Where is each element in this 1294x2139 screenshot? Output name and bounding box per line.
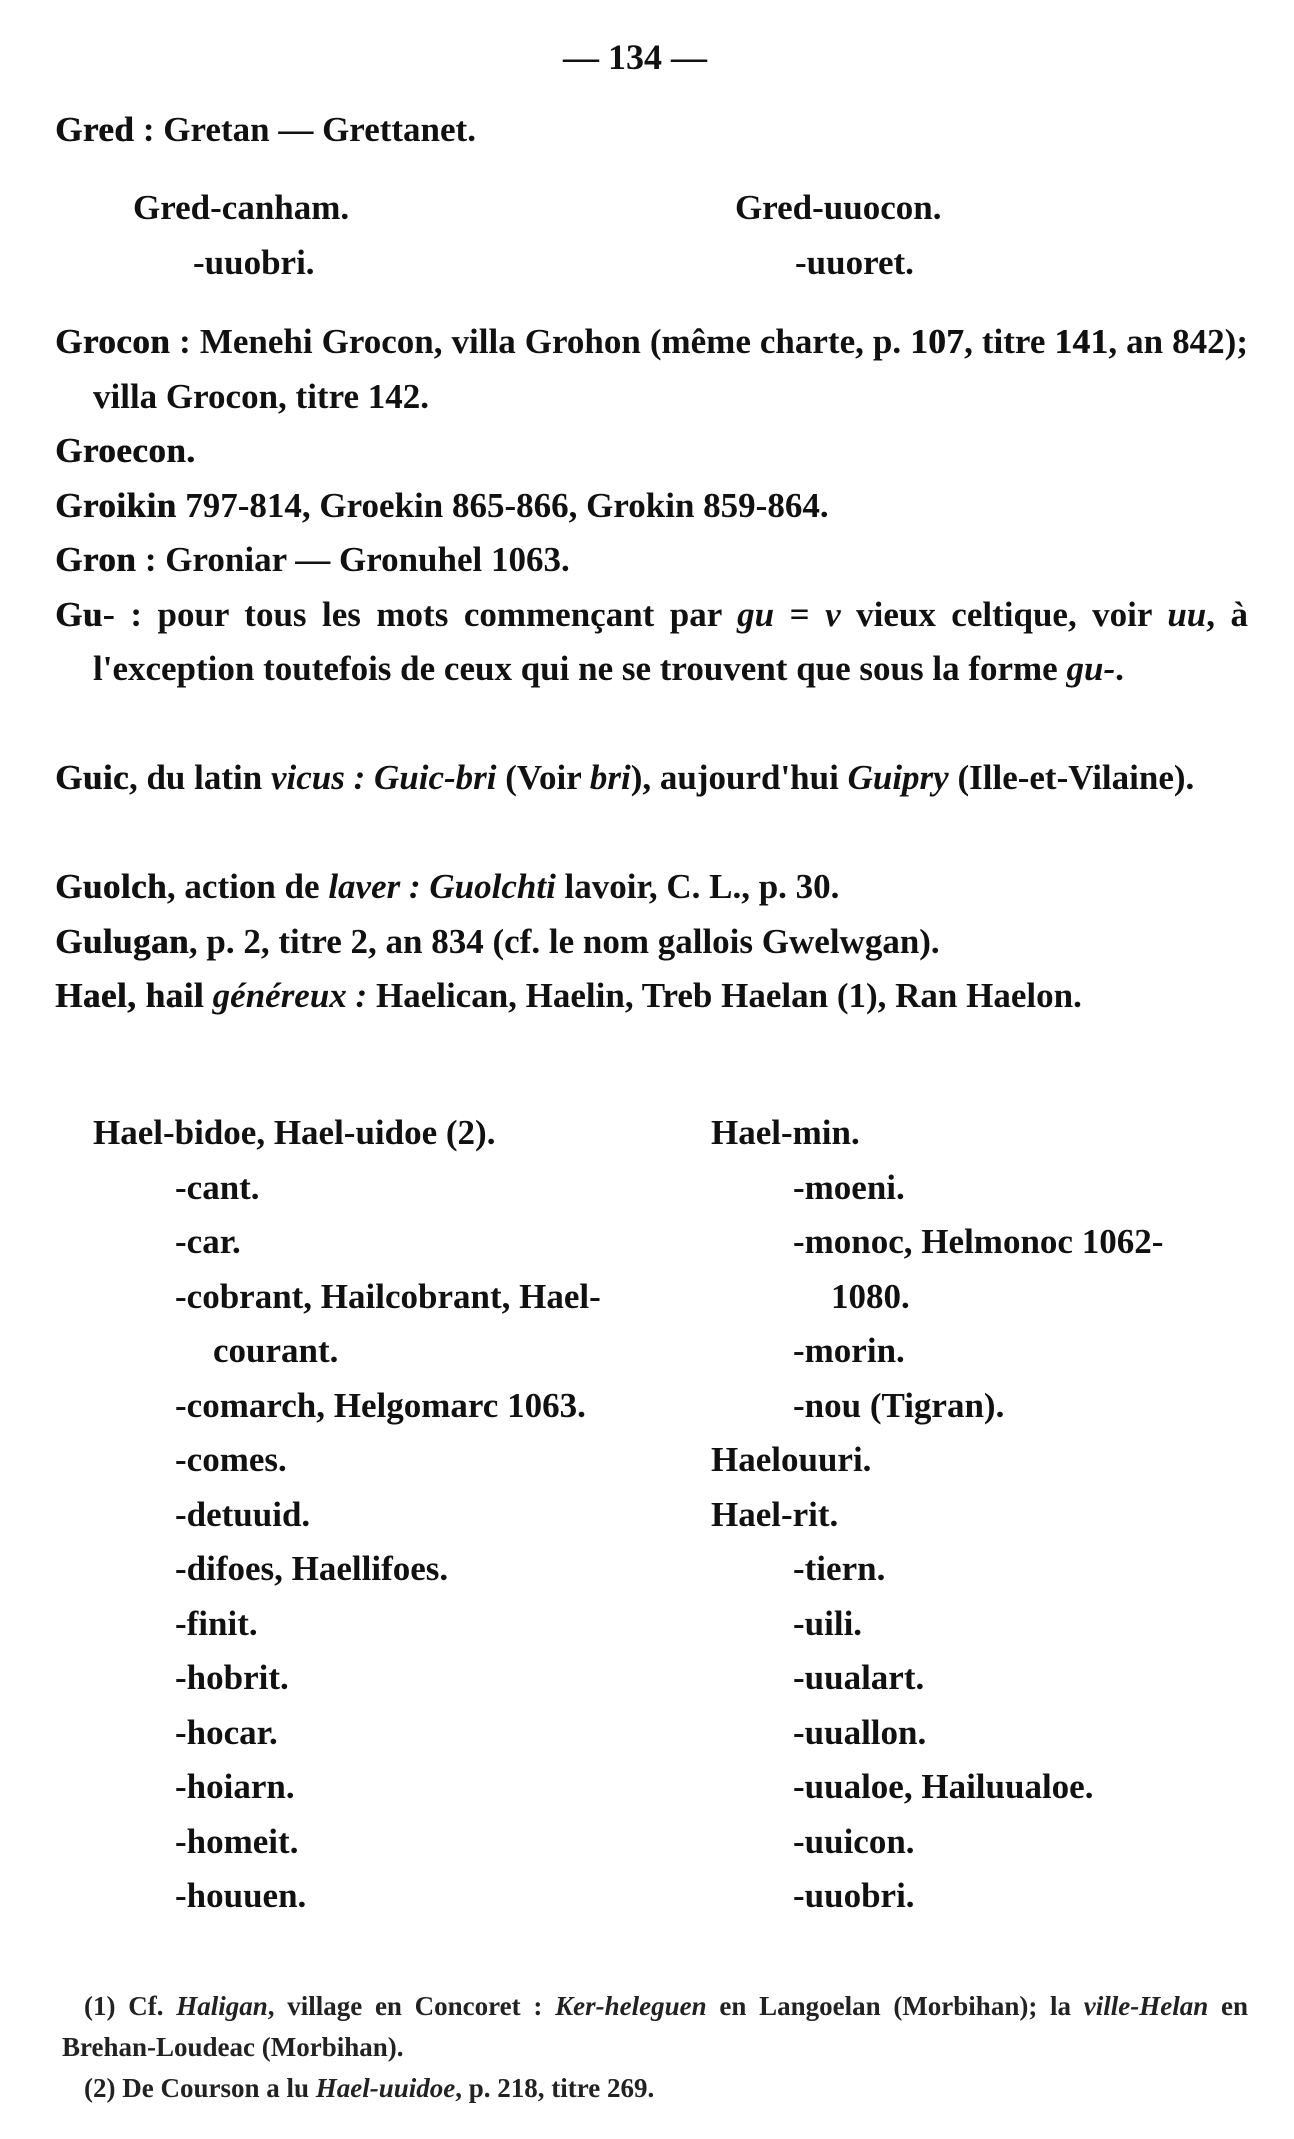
dictionary-entry bbox=[55, 969, 1248, 1024]
headword: 107 bbox=[910, 322, 965, 361]
list-item: -cobrant, Hailcobrant, Hael- bbox=[175, 1276, 601, 1316]
italic-text: Hael-uuidoe bbox=[315, 2073, 456, 2103]
list-item: -hoiarn. bbox=[175, 1767, 295, 1806]
headword: Gron bbox=[55, 540, 137, 579]
text: = bbox=[774, 594, 826, 634]
list-item: Hael-min. bbox=[711, 1113, 860, 1152]
text: ), aujourd'hui bbox=[630, 758, 848, 797]
text: (Voir bbox=[496, 758, 590, 797]
word-list-left bbox=[93, 1106, 601, 1924]
text: (1) Cf. bbox=[84, 1991, 177, 2021]
dictionary-entry bbox=[55, 533, 1248, 588]
text: 797-814, Groekin 865-866, Grokin 859-864. bbox=[176, 485, 829, 525]
list-item: -houuen. bbox=[175, 1876, 307, 1915]
headword: Guolch bbox=[55, 867, 167, 906]
word-list-right bbox=[711, 1106, 1163, 1924]
italic-text: Ker-heleguen bbox=[555, 1991, 707, 2021]
headword: Gu- bbox=[55, 594, 115, 634]
italic-text: gu bbox=[737, 594, 775, 634]
list-item: -detuuid. bbox=[175, 1494, 311, 1534]
list-item: 1080. bbox=[831, 1276, 910, 1316]
italic-text: généreux : bbox=[203, 976, 368, 1015]
text: lavoir, C. L., p. 30. bbox=[555, 867, 840, 906]
list-item: -comarch, Helgomarc 1063. bbox=[175, 1385, 586, 1425]
text: vieux celtique, voir bbox=[840, 594, 1168, 634]
text: : pour tous les mots commençant par bbox=[114, 594, 738, 634]
dictionary-entry bbox=[55, 424, 1248, 479]
list-item: -difoes, Haellifoes. bbox=[175, 1549, 449, 1588]
list-item: -hobrit. bbox=[175, 1658, 289, 1697]
text: , action de bbox=[166, 867, 329, 906]
list-item: -monoc, Helmonoc 1062- bbox=[793, 1222, 1164, 1261]
headword: Gulugan bbox=[55, 921, 189, 961]
headword: Grocon bbox=[55, 322, 171, 361]
list-item: -cant. bbox=[175, 1167, 260, 1207]
text: en Brehan-Loudeac (Morbihan). bbox=[62, 1991, 1248, 2062]
text: , à l'exception toutefois de ceux qui ne se trouvent que sous la forme bbox=[93, 594, 1248, 688]
dictionary-entry bbox=[55, 588, 1248, 697]
dictionary-entry bbox=[55, 103, 1248, 158]
list-item: -nou (Tigran). bbox=[793, 1385, 1005, 1425]
headword: Gred bbox=[55, 110, 135, 149]
list-item: -uili. bbox=[793, 1603, 863, 1643]
dictionary-entry bbox=[55, 860, 1248, 915]
italic-text: gu- bbox=[1066, 649, 1116, 688]
text: (2) De Courson a lu bbox=[84, 2073, 316, 2103]
list-item: Gred-canham. bbox=[133, 188, 350, 227]
text: : Gretan — Grettanet. bbox=[134, 110, 476, 149]
list-item: Hael-rit. bbox=[711, 1494, 839, 1534]
text: Haelican, Haelin, Treb Haelan (1), Ran Haelon. bbox=[367, 976, 1082, 1015]
list-item: -morin. bbox=[793, 1331, 905, 1370]
list-item: -comes. bbox=[175, 1440, 287, 1479]
headword: Hael, hail bbox=[55, 976, 204, 1015]
italic-text: uu bbox=[1167, 594, 1207, 634]
headword: Groecon. bbox=[55, 431, 196, 470]
list-item: -finit. bbox=[175, 1603, 258, 1643]
word-list-left bbox=[133, 181, 349, 290]
text: . bbox=[1115, 649, 1124, 688]
text: , titre bbox=[964, 322, 1055, 361]
italic-text: v bbox=[825, 594, 841, 634]
italic-text: laver : Guolchti bbox=[328, 867, 556, 906]
footnote-2 bbox=[62, 2068, 1248, 2109]
list-item: Haelouuri. bbox=[711, 1440, 872, 1479]
italic-text: Haligan bbox=[176, 1991, 268, 2021]
list-item: -uuobri. bbox=[793, 1876, 915, 1915]
text: , p. 218, titre 269. bbox=[455, 2073, 655, 2103]
list-item: -car. bbox=[175, 1222, 241, 1261]
list-item: -hocar. bbox=[175, 1712, 278, 1752]
text: , an 842); villa Grocon, titre 142. bbox=[93, 322, 1248, 416]
footnote-1 bbox=[62, 1986, 1248, 2068]
list-item: courant. bbox=[213, 1331, 339, 1370]
list-item: -uualoe, Hailuualoe. bbox=[793, 1767, 1094, 1806]
text: , p. 2, titre 2, an 834 (cf. le nom gallois Gwelwgan). bbox=[188, 921, 940, 961]
dictionary-entry bbox=[55, 315, 1248, 424]
list-item: -uuobri. bbox=[193, 242, 315, 282]
italic-text: bri bbox=[589, 758, 631, 797]
headword: 141 bbox=[1054, 322, 1109, 361]
italic-text: ville-Helan bbox=[1083, 1991, 1209, 2021]
page-number: — 134 — bbox=[563, 37, 707, 77]
italic-text: Guipry bbox=[847, 758, 949, 797]
list-item: -uuoret. bbox=[795, 242, 914, 282]
list-item: Hael-bidoe, Hael-uidoe (2). bbox=[93, 1113, 496, 1152]
list-item: -uualart. bbox=[793, 1658, 925, 1697]
text: , du latin bbox=[128, 758, 271, 797]
text: : Groniar — Gronuhel 1063. bbox=[136, 540, 570, 579]
list-item: -uuallon. bbox=[793, 1712, 927, 1752]
headword: Guic bbox=[55, 758, 129, 797]
dictionary-entry bbox=[55, 479, 1248, 534]
list-item: Gred-uuocon. bbox=[735, 188, 942, 227]
headword: Groikin bbox=[55, 485, 177, 525]
dictionary-entry bbox=[55, 915, 1248, 970]
italic-text: vicus : Guic-bri bbox=[270, 758, 497, 797]
list-item: -tiern. bbox=[793, 1549, 886, 1588]
text: (Ille-et-Vilaine). bbox=[948, 758, 1195, 797]
text: en Langoelan (Morbihan); la bbox=[706, 1991, 1084, 2021]
text: : Menehi Grocon, villa Grohon (même charte, p. bbox=[170, 322, 911, 361]
list-item: -homeit. bbox=[175, 1821, 299, 1861]
word-list-right bbox=[735, 181, 941, 290]
dictionary-entry bbox=[55, 751, 1248, 806]
list-item: -uuicon. bbox=[793, 1821, 915, 1861]
list-item: -moeni. bbox=[793, 1167, 905, 1207]
text: , village en Concoret : bbox=[267, 1991, 556, 2021]
